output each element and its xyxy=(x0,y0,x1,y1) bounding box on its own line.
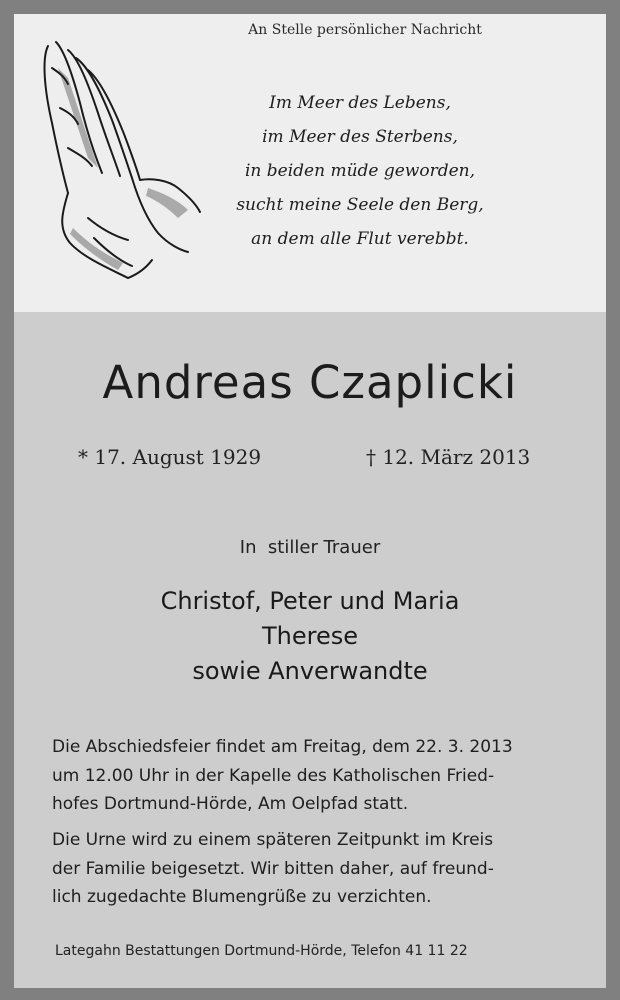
mourner-line: Therese xyxy=(261,622,358,650)
birth-date: * 17. August 1929 xyxy=(78,445,262,469)
poem-line: Im Meer des Lebens, xyxy=(269,93,451,113)
paragraph-line: Die Abschiedsfeier findet am Freitag, dem 22. 3. 2013 xyxy=(52,737,513,757)
poem-line: im Meer des Sterbens, xyxy=(262,127,458,147)
mourners-list xyxy=(0,584,620,689)
funeral-home-footer: Lategahn Bestattungen Dortmund-Hörde, Telefon 41 11 22 xyxy=(55,943,468,959)
praying-hands-icon xyxy=(28,28,203,288)
mourning-intro: In stiller Trauer xyxy=(239,537,381,558)
paragraph-line: um 12.00 Uhr in der Kapelle des Katholischen Fried- xyxy=(52,765,495,786)
poem-line: in beiden müde geworden, xyxy=(244,161,476,181)
ceremony-paragraph xyxy=(52,733,577,819)
notice-text: An Stelle persönlicher Nachricht xyxy=(248,22,482,38)
poem-line: an dem alle Flut verebbt. xyxy=(251,229,469,249)
deceased-name: Andreas Czaplicki xyxy=(102,356,518,409)
poem xyxy=(190,86,530,256)
paragraph-line: lich zugedachte Blumengrüße zu verzichten. xyxy=(52,887,432,907)
paragraph-line: der Familie beigesetzt. Wir bitten daher, auf freund- xyxy=(52,858,494,879)
urn-paragraph xyxy=(52,826,577,912)
mourner-line: Christof, Peter und Maria xyxy=(160,587,460,615)
paragraph-line: Die Urne wird zu einem späteren Zeitpunkt im Kreis xyxy=(52,830,494,850)
poem-line: sucht meine Seele den Berg, xyxy=(236,195,484,215)
mourner-line: sowie Anverwandte xyxy=(192,657,428,685)
paragraph-line: hofes Dortmund-Hörde, Am Oelpfad statt. xyxy=(52,794,409,814)
death-date: † 12. März 2013 xyxy=(366,445,531,469)
